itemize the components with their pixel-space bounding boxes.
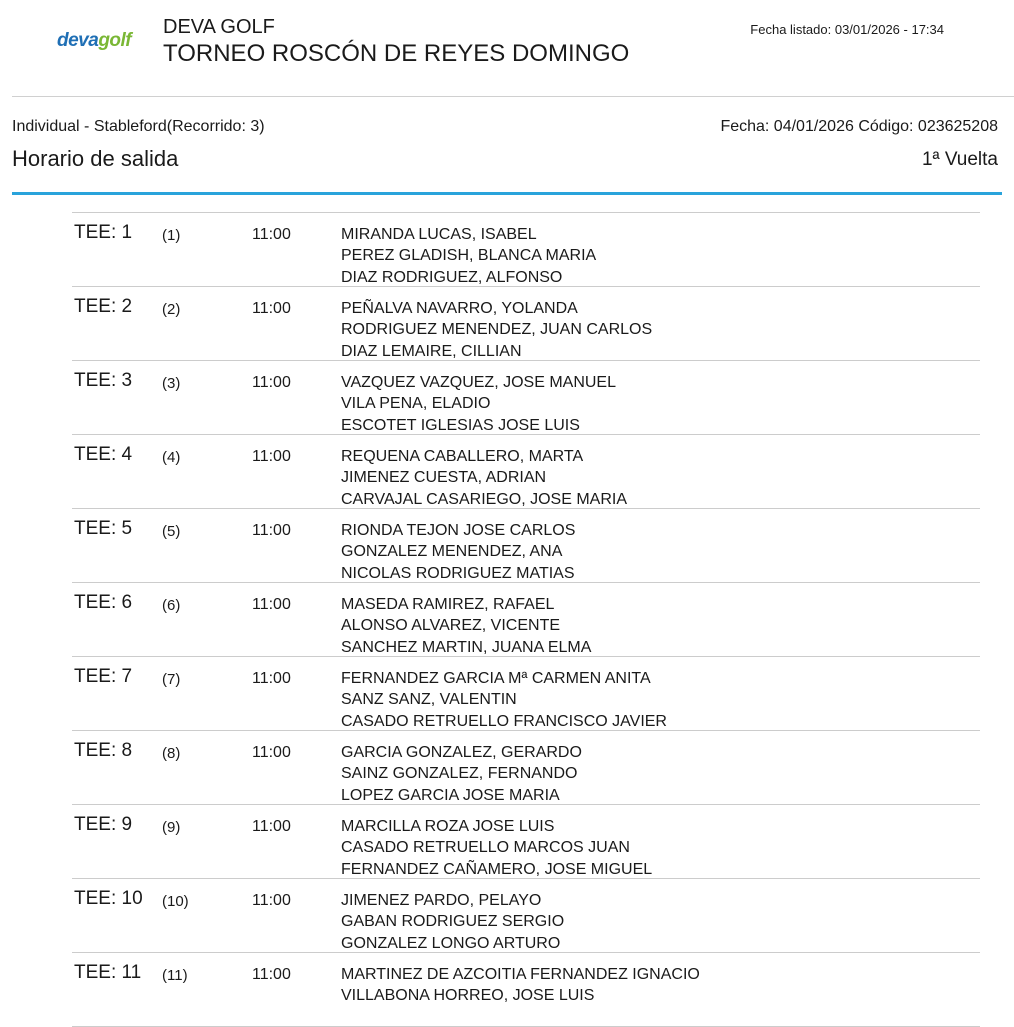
player-name: FERNANDEZ CAÑAMERO, JOSE MIGUEL [341,860,653,878]
logo-text-golf: golf [98,30,132,51]
player-name: SANZ SANZ, VALENTIN [341,691,517,709]
group-number: (4) [162,449,181,466]
tee-time-list [72,212,980,1027]
player-name: PEÑALVA NAVARRO, YOLANDA [341,300,578,317]
header-divider [12,96,1014,97]
player-name: GARCIA GONZALEZ, GERARDO [341,744,582,761]
player-list [341,816,652,880]
tee-time: 11:00 [252,300,291,317]
tee-label: TEE: 2 [74,296,133,317]
player-name: LOPEZ GARCIA JOSE MARIA [341,786,560,804]
player-name: SANCHEZ MARTIN, JUANA ELMA [341,638,592,656]
section-divider [12,192,1002,195]
group-number: (5) [162,523,181,540]
player-name: REQUENA CABALLERO, MARTA [341,448,584,465]
player-name: GABAN RODRIGUEZ SERGIO [341,913,565,931]
tee-label: TEE: 8 [74,740,133,761]
player-list [341,890,564,954]
player-name: DIAZ RODRIGUEZ, ALFONSO [341,268,563,286]
player-name: VILA PENA, ELADIO [341,395,491,413]
player-name: VAZQUEZ VAZQUEZ, JOSE MANUEL [341,374,616,391]
player-name: MARTINEZ DE AZCOITIA FERNANDEZ IGNACIO [341,966,700,983]
player-name: JIMENEZ PARDO, PELAYO [341,892,542,909]
tee-group [72,953,980,1027]
player-list [341,594,591,658]
tee-group [72,879,980,953]
tee-time: 11:00 [252,596,291,613]
tee-label: TEE: 9 [74,814,133,835]
group-number: (6) [162,597,181,614]
tee-label: TEE: 1 [74,222,133,243]
tee-group [72,657,980,731]
group-number: (10) [162,893,189,910]
group-number: (1) [162,227,181,244]
tournament-title: TORNEO ROSCÓN DE REYES DOMINGO [163,40,630,67]
group-number: (11) [162,967,188,984]
tee-label: TEE: 5 [74,518,133,539]
tee-label: TEE: 10 [74,888,143,909]
player-name: CASADO RETRUELLO FRANCISCO JAVIER [341,712,667,730]
player-list [341,224,596,288]
tee-label: TEE: 11 [74,962,142,983]
player-list [341,372,616,436]
tee-group [72,509,980,583]
tee-label: TEE: 7 [74,666,133,687]
tee-time: 11:00 [252,744,291,761]
logo-text-deva: deva [57,30,99,51]
player-name: GONZALEZ LONGO ARTURO [341,934,561,952]
player-name: CASADO RETRUELLO MARCOS JUAN [341,839,630,857]
tee-group [72,287,980,361]
club-name: DEVA GOLF [163,16,275,38]
player-name: JIMENEZ CUESTA, ADRIAN [341,469,547,487]
player-name: SAINZ GONZALEZ, FERNANDO [341,765,578,783]
player-name: ALONSO ALVAREZ, VICENTE [341,617,561,635]
player-list [341,742,582,806]
tee-time: 11:00 [252,966,291,983]
group-number: (7) [162,671,181,688]
tee-group [72,731,980,805]
tee-time: 11:00 [252,374,291,391]
player-name: PEREZ GLADISH, BLANCA MARIA [341,247,597,265]
player-name: MIRANDA LUCAS, ISABEL [341,226,537,243]
player-name: RIONDA TEJON JOSE CARLOS [341,522,576,539]
tee-group [72,805,980,879]
player-name: RODRIGUEZ MENENDEZ, JUAN CARLOS [341,321,653,339]
listing-date: Fecha listado: 03/01/2026 - 17:34 [750,22,944,37]
round-label: 1ª Vuelta [921,149,998,170]
player-list [341,298,652,362]
group-number: (3) [162,375,181,392]
player-name: GONZALEZ MENENDEZ, ANA [341,543,563,561]
group-number: (9) [162,819,181,836]
player-name: MARCILLA ROZA JOSE LUIS [341,818,555,835]
player-name: NICOLAS RODRIGUEZ MATIAS [341,564,575,582]
tee-group [72,361,980,435]
tee-time: 11:00 [252,670,291,687]
player-name: ESCOTET IGLESIAS JOSE LUIS [341,416,580,434]
player-name: FERNANDEZ GARCIA Mª CARMEN ANITA [341,670,651,687]
tee-time: 11:00 [252,522,291,539]
event-date-code: Fecha: 04/01/2026 Código: 023625208 [720,118,998,135]
tee-time: 11:00 [252,818,291,835]
tee-time: 11:00 [252,448,291,465]
tee-group [72,213,980,287]
player-list [341,964,700,1007]
section-title: Horario de salida [12,146,179,171]
tee-label: TEE: 4 [74,444,133,465]
player-name: DIAZ LEMAIRE, CILLIAN [341,342,522,360]
player-name: MASEDA RAMIREZ, RAFAEL [341,596,555,613]
tee-label: TEE: 3 [74,370,133,391]
player-list [341,446,627,510]
player-list [341,520,575,584]
player-list [341,668,667,732]
player-name: VILLABONA HORREO, JOSE LUIS [341,987,595,1005]
tee-time: 11:00 [252,892,291,909]
tee-label: TEE: 6 [74,592,133,613]
deva-golf-logo [57,30,131,52]
player-name: CARVAJAL CASARIEGO, JOSE MARIA [341,490,627,508]
tee-group [72,435,980,509]
competition-format: Individual - Stableford(Recorrido: 3) [12,118,265,135]
tee-time: 11:00 [252,226,291,243]
group-number: (2) [162,301,181,318]
group-number: (8) [162,745,181,762]
tee-group [72,583,980,657]
